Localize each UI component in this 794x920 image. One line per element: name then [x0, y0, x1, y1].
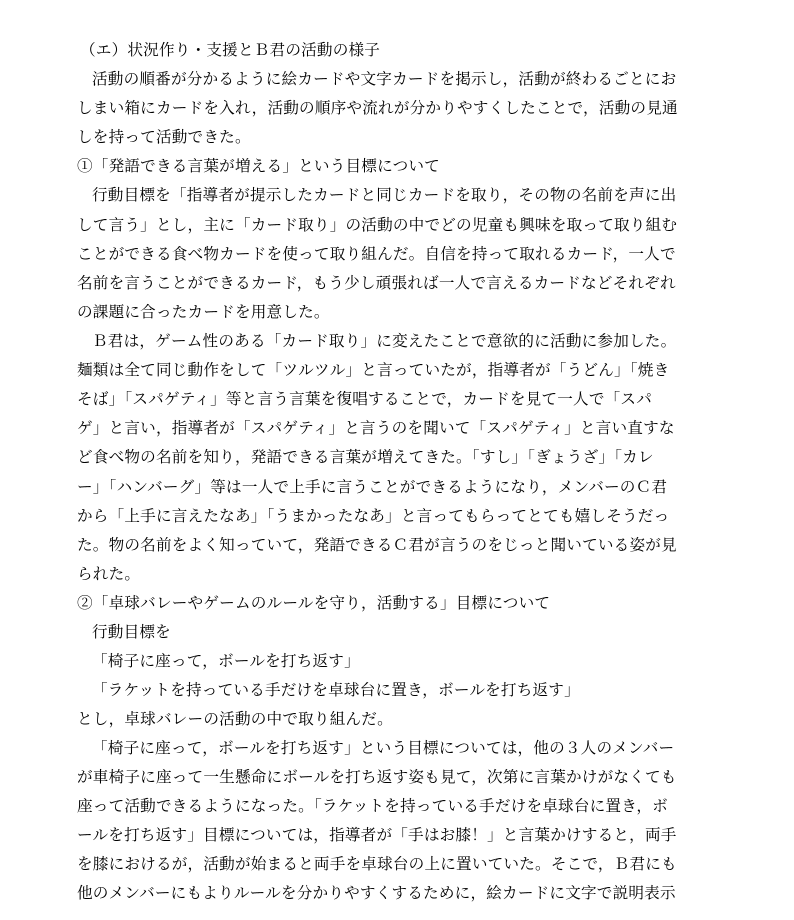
goal-item: 「ラケットを持っている手だけを卓球台に置き，ボールを打ち返す」 [92, 681, 580, 699]
paragraph-line: 活動の順番が分かるように絵カードや文字カードを掲示し，活動が終わるごとにお [92, 70, 677, 88]
paragraph-line: 行動目標を [92, 623, 171, 641]
paragraph-line: の課題に合ったカードを用意した。 [77, 303, 330, 321]
paragraph-line: られた。 [77, 565, 141, 583]
paragraph-line: して言う」とし，主に「カード取り」の活動の中でどの児童も興味を取って取り組む [77, 216, 678, 234]
section-heading: （エ）状況作り・支援とＢ君の活動の様子 [80, 41, 381, 59]
subsection-heading: ②「卓球バレーやゲームのルールを守り，活動する」目標について [77, 594, 551, 612]
paragraph-line: 座って活動できるようになった。「ラケットを持っている手だけを卓球台に置き，ボ [77, 797, 668, 815]
paragraph-line: から「上手に言えたなあ」「うまかったなあ」と言ってもらってとても嬉しそうだっ [77, 507, 670, 525]
paragraph-line: 他のメンバーにもよりルールを分かりやすくするために，絵カードに文字で説明表示 [77, 884, 676, 902]
paragraph-line: ゲ」と言い，指導者が「スパゲティ」と言うのを聞いて「スパゲティ」と言い直すな [77, 419, 675, 437]
paragraph-line: ー」「ハンバーグ」等は一人で上手に言うことができるようになり，メンバーのＣ君 [77, 478, 668, 496]
paragraph-line: しを持って活動できた。 [77, 128, 251, 146]
goal-item: 「椅子に座って，ボールを打ち返す」 [92, 652, 360, 670]
subsection-heading: ①「発語できる言葉が増える」という目標について [77, 157, 440, 175]
paragraph-line: しまい箱にカードを入れ，活動の順序や流れが分かりやすくしたことで，活動の見通 [77, 99, 678, 117]
paragraph-line: そば」「スパゲティ」等と言う言葉を復唱することで，カードを見て一人で「スパ [77, 390, 653, 408]
paragraph-line: Ｂ君は，ゲーム性のある「カード取り」に変えたことで意欲的に活動に参加した。 [92, 332, 677, 350]
paragraph-line: ールを打ち返す」目標については，指導者が「手はお膝！」と言葉かけすると，両手 [77, 826, 677, 844]
paragraph-line: 行動目標を「指導者が提示したカードと同じカードを取り，その物の名前を声に出 [92, 186, 677, 204]
paragraph-line: とし，卓球バレーの活動の中で取り組んだ。 [77, 710, 393, 728]
paragraph-line: ど食べ物の名前を知り，発語できる言葉が増えてきた。「すし」「ぎょうざ」「カレ [77, 448, 654, 466]
paragraph-line: を膝におけるが，活動が始まると両手を卓球台の上に置いていた。そこで，Ｂ君にも [77, 855, 677, 873]
paragraph-line: た。物の名前をよく知っていて，発語できるＣ君が言うのをじっと聞いている姿が見 [77, 536, 677, 554]
paragraph-line: が車椅子に座って一生懸命にボールを打ち返す姿も見て，次第に言葉かけがなくても [77, 768, 677, 786]
paragraph-line: 麺類は全て同じ動作をして「ツルツル」と言っていたが，指導者が「うどん」「焼き [77, 361, 670, 379]
paragraph-line: 名前を言うことができるカード，もう少し頑張れば一人で言えるカードなどそれぞれ [77, 274, 676, 292]
paragraph-line: ことができる食べ物カードを使って取り組んだ。自信を持って取れるカード，一人で [77, 245, 676, 263]
paragraph-line: 「椅子に座って，ボールを打ち返す」という目標については，他の３人のメンバー [92, 739, 675, 757]
